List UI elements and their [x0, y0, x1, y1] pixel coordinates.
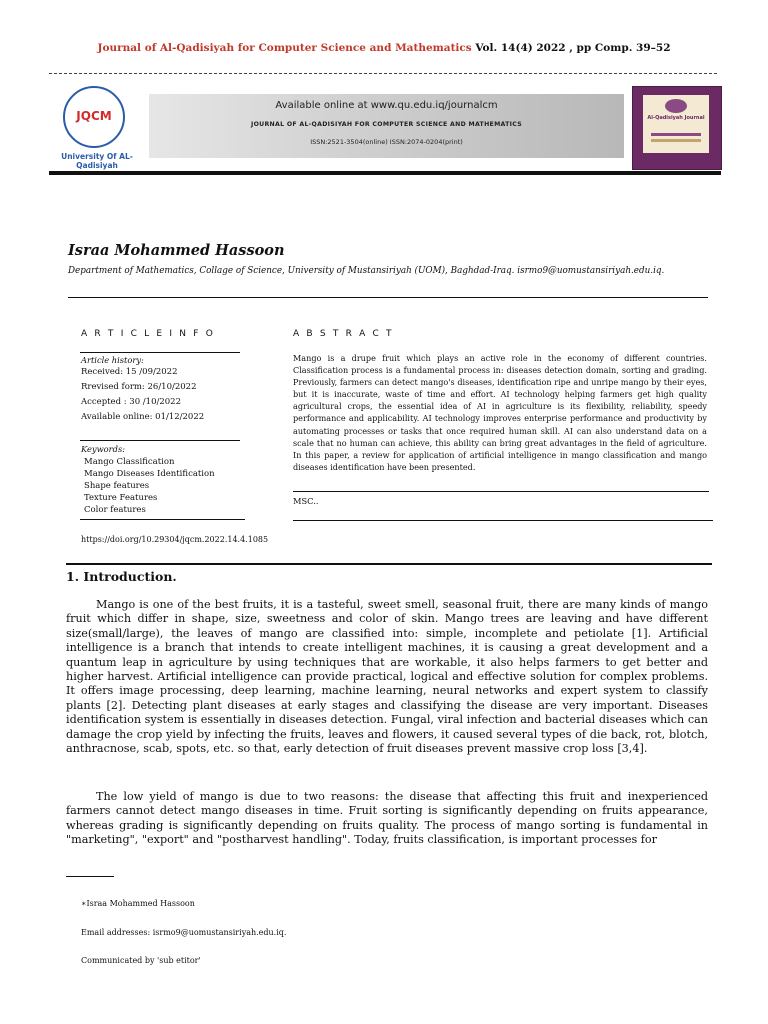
abstract-divider: [293, 491, 709, 492]
author-divider: [68, 297, 708, 298]
journal-title-caps: JOURNAL OF AL-QADISIYAH FOR COMPUTER SCIENCE AND MATHEMATICS: [251, 121, 522, 128]
abstract-bottom-divider: [293, 520, 713, 521]
keyword-item: Mango Diseases Identification: [84, 469, 215, 479]
footnote-email: Email addresses: isrmo9@uomustansiriyah.edu.iq.: [81, 928, 287, 937]
logo-text: JQCM: [76, 109, 112, 123]
history-divider: [80, 352, 240, 353]
journal-banner: [49, 84, 721, 170]
section-rule: [66, 563, 712, 565]
keyword-item: Shape features: [84, 481, 150, 491]
article-info-heading: A R T I C L E I N F O: [81, 329, 216, 339]
history-revised: Rrevised form: 26/10/2022: [81, 382, 197, 392]
keywords-bottom-divider: [80, 519, 245, 520]
cover-title: Al-Qadisiyah Journal: [647, 115, 705, 121]
footnote-author: ∗Israa Mohammed Hassoon: [81, 899, 195, 908]
cover-seal-icon: [665, 99, 687, 113]
introduction-heading: 1. Introduction.: [66, 569, 177, 584]
journal-header: [0, 42, 768, 54]
history-accepted: Accepted : 30 /10/2022: [81, 397, 181, 407]
keywords-divider: [80, 440, 240, 441]
banner-rule: [49, 171, 721, 175]
introduction-paragraph-1: Mango is one of the best fruits, it is a tasteful, sweet smell, seasonal fruit, there are many kinds of mango fruit which differ in shape, size, sweetness and color of skin. Mango trees are leaving and have different size(small/large), the leaves of mango are classified into: simple, incomplete and petiolate [1]. Artificial intelligence is a branch that intends to create intelligent machines, it is causing a great development and a quantum leap in agriculture by using techniques that are workable, it also helps farmers to get better and higher harvest. Artificial intelligence can provide practical, logical and effective solution for complex problems. It offers image processing, deep learning, machine learning, neural networks and expert system to classify plants [2]. Detecting plant diseases at early stages and classifying the disease are very important. Diseases identification system is essentially in diseases detection. Fungal, viral infection and bacterial diseases which can damage the crop yield by infecting the fruits, leaves and flowers, it caused several types of die back, rot, blotch, anthracnose, scab, spots, etc. so that, early detection of fruit diseases prevent massive crop loss [3,4].: [66, 598, 708, 756]
footnote-communicated: Communicated by 'sub etitor': [81, 956, 201, 965]
history-available: Available online: 01/12/2022: [81, 412, 205, 422]
abstract-text: Mango is a drupe fruit which plays an active role in the economy of different countries. Classification process is a fundamental process in: diseases detection domain, sorting and grading. Previously, farmers can detect mango's diseases, identification ripe and unripe mango by their eyes, but it is inaccurate, waste of time and effort. AI technology helping farmers get high quality agricultural crops, the essential idea of AI in agriculture is its flexibility, reliability, speedy performance and applicability. AI technology improves enterprise performance and productivity by automating processes or tasks that once required human skill. AI can also understand data on a scale that no human can achieve, this ability can bring great advantages in the field of agriculture. In this paper, a review for application of artificial intelligence in mango classification and mango diseases identification have been presented.: [293, 353, 707, 472]
msc-code: MSC..: [293, 496, 319, 506]
journal-name: Journal of Al-Qadisiyah for Computer Science and Mathematics: [97, 42, 472, 54]
logo-seal-icon: [63, 86, 125, 148]
keyword-item: Mango Classification: [84, 457, 175, 467]
author-affiliation: Department of Mathematics, Collage of Science, University of Mustansiriyah (UOM), Baghdad-Iraq. isrmo9@uomustansiriyah.edu.iq.: [68, 266, 665, 276]
author-name: Israa Mohammed Hassoon: [68, 242, 285, 259]
introduction-paragraph-2: The low yield of mango is due to two reasons: the disease that affecting this fruit and inexperienced farmers cannot detect mango diseases in time. Fruit sorting is significantly depending on fruits appearance, whereas grading is significantly depending on fruits quality. The process of mango sorting is fundamental in "marketing", "export" and "postharvest handling". Today, fruits classification, is important processes for: [66, 790, 708, 847]
issn-line: ISSN:2521-3504(online) ISSN:2074-0204(print): [310, 138, 463, 146]
history-received: Received: 15 /09/2022: [81, 367, 178, 377]
doi-link[interactable]: https://doi.org/10.29304/jqcm.2022.14.4.1085: [81, 535, 269, 544]
keyword-item: Color features: [84, 505, 146, 515]
university-label: University Of AL-Qadisiyah: [61, 152, 133, 170]
banner-info-band: [149, 94, 624, 158]
keywords-label: Keywords:: [81, 444, 126, 454]
abstract-heading: A B S T R A C T: [293, 329, 394, 339]
journal-logo: [49, 84, 145, 170]
footnote-divider: [66, 876, 114, 877]
header-divider: [49, 73, 717, 74]
history-label: Article history:: [81, 355, 144, 365]
available-online: Available online at www.qu.edu.iq/journalcm: [275, 100, 498, 111]
volume-info: Vol. 14(4) 2022 , pp Comp. 39–52: [475, 42, 671, 54]
journal-cover-image: [632, 86, 722, 170]
keyword-item: Texture Features: [84, 493, 158, 503]
